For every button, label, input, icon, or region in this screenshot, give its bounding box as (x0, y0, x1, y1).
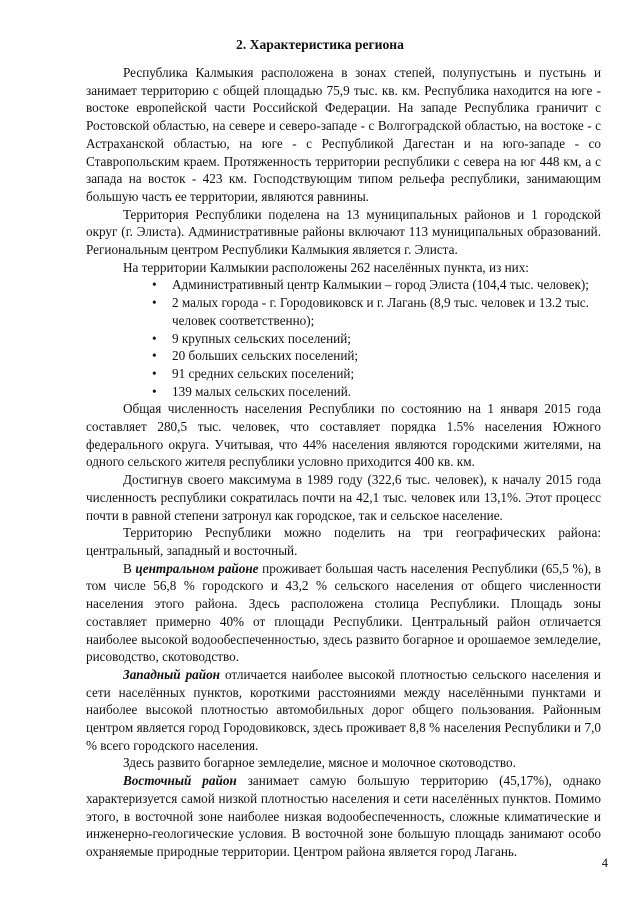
list-item: • 139 малых сельских поселений. (86, 383, 601, 401)
paragraph-population-decline: Достигнув своего максимума в 1989 году (322,6 тыс. человек), к началу 2015 года численность республики сократилась почти на 42,1 тыс. человек или 13,1%. Этот процесс почти в равной степени затронул как городское, так и сельское население. (86, 472, 601, 523)
paragraph-location: Республика Калмыкия расположена в зонах степей, полупустынь и пустынь и занимает территорию с общей площадью 75,9 тыс. кв. км. Республика находится на юге - востоке европейской части Российской Федерации. На западе Республика граничит с Ростовской областью, на севере и северо-западе - с Волгоградской областью, на востоке - с Астраханской областью, на юге - с Республикой Дагестан и на юго-западе - со Ставропольским краем. Протяженность территории республики с севера на юг 448 км, а с запада на восток - 423 км. Господствующим типом рельефа республики, занимающим большую часть ее территории, являются равнины. (86, 65, 601, 204)
central-region-text: проживает большая часть населения Республики (65,5 %), в том числе 56,8 % городского и 43,2 % сельского населения от общего численности населения этого района. Здесь расположена столица Республики. Площадь зоны составляет примерно 40% от площади Республики. Центральный район отличается наиболее высокой водообеспеченностью, здесь развито богарное и орошаемое земледелие, рисоводство, скотоводство. (86, 560, 601, 665)
western-region-text: отличается наиболее высокой плотностью сельского населения и сети населённых пунктов, короткими расстояниями между населёнными пунктами и наиболее высокой плотностью автомобильных дорог общего пользования. Районным центром является город Городовиковск, здесь проживает 8,8 % населения Республики и 7,0 % всего городского населения. (86, 666, 601, 753)
paragraph-agriculture: Здесь развито богарное земледелие, мясное и молочное скотоводство. (123, 755, 516, 771)
list-item: • 2 малых города - г. Городовиковск и г. Лагань (8,9 тыс. человек и 13.2 тыс. человек соответственно); (86, 294, 601, 329)
list-item: • 20 больших сельских поселений; (86, 347, 601, 365)
list-item: • 91 средних сельских поселений; (86, 365, 601, 383)
eastern-region-term: Восточный район (123, 773, 237, 789)
paragraph-regions-intro: Территорию Республики можно поделить на три географических района: центральный, западный и восточный. (86, 525, 601, 558)
paragraph-eastern-region (86, 772, 601, 861)
paragraph-administrative: Территория Республики поделена на 13 муниципальных районов и 1 городской округ (г. Элиста). Административные районы включают 113 муниципальных образований. Региональным центром Республики Калмыкия является г. Элиста. (86, 206, 601, 258)
western-region-term: Западный район (123, 666, 221, 682)
list-item: • Административный центр Калмыкии – город Элиста (104,4 тыс. человек); (86, 276, 601, 294)
paragraph-settlements-intro: На территории Калмыкии расположены 262 населённых пункта, из них: (123, 259, 529, 275)
central-region-term: центральном районе (135, 560, 259, 576)
settlements-list (86, 276, 601, 400)
paragraph-population: Общая численность населения Республики по состоянию на 1 января 2015 года составляет 280,5 тыс. человек, что составляет порядка 1.5% населения Южного федерального округа. Учитывая, что 44% населения являются городскими жителями, на одного сельского жителя республики условно приходится 400 кв. км. (86, 401, 601, 470)
central-lead: В (123, 560, 136, 576)
paragraph-western-region (86, 666, 601, 755)
page-number: 4 (601, 856, 608, 870)
paragraph-central-region (86, 560, 601, 666)
list-item: • 9 крупных сельских поселений; (86, 330, 601, 348)
document-body (86, 64, 601, 861)
section-title: 2. Характеристика региона (236, 37, 404, 52)
eastern-region-text: занимает самую большую территорию (45,17%), однако характеризуется самой низкой плотностью населения и сети населённых пунктов. Помимо этого, в восточной зоне наиболее низкая водообеспеченность, сложные климатические и инженерно-геологические условия. В восточной зоне большую площадь занимают особо охраняемые природные территории. Центром района является город Лагань. (86, 773, 601, 859)
